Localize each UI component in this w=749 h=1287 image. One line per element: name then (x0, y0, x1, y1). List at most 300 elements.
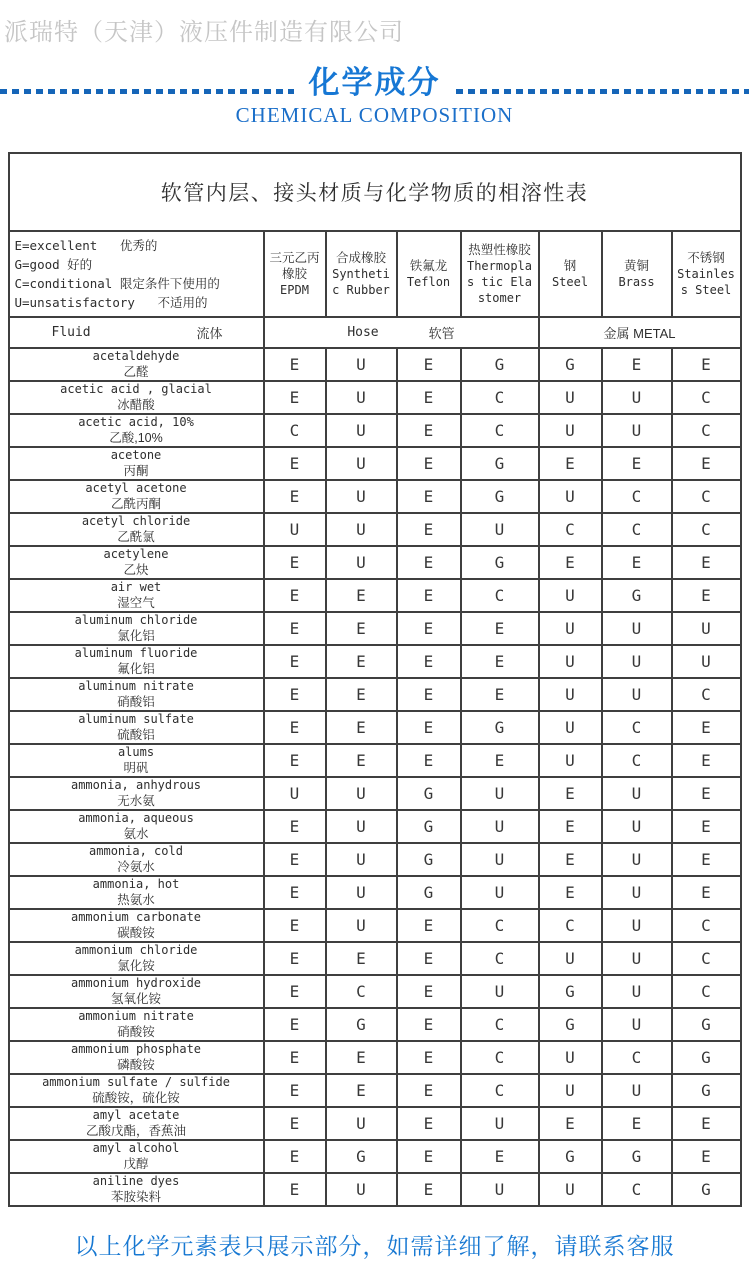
material-column-header (539, 231, 602, 317)
rating-cell: C (461, 414, 539, 447)
rating-cell: E (397, 744, 461, 777)
rating-cell: G (602, 1140, 672, 1173)
rating-cell: G (672, 1074, 741, 1107)
rating-cell: C (264, 414, 326, 447)
rating-cell: G (461, 711, 539, 744)
rating-cell: E (264, 480, 326, 513)
fluid-row (9, 942, 741, 975)
material-header-row (9, 231, 741, 317)
fluid-row (9, 348, 741, 381)
fluid-name-en: aluminum nitrate (78, 679, 194, 693)
material-name-cn: 合成橡胶 (335, 251, 386, 265)
metal-group-header (539, 317, 741, 348)
rating-cell: E (461, 744, 539, 777)
rating-cell: E (264, 1074, 326, 1107)
rating-cell: C (461, 909, 539, 942)
rating-cell: E (397, 678, 461, 711)
rating-cell: E (264, 744, 326, 777)
fluid-name-en: acetyl acetone (85, 481, 187, 495)
material-column-header (461, 231, 539, 317)
rating-cell: E (461, 612, 539, 645)
rating-cell: C (602, 480, 672, 513)
fluid-name-en: aniline dyes (92, 1174, 180, 1188)
rating-cell: E (397, 1140, 461, 1173)
rating-cell: U (602, 645, 672, 678)
fluid-name-cell (9, 447, 264, 480)
rating-cell: E (326, 612, 397, 645)
material-name-en: Brass (618, 275, 655, 289)
fluid-row (9, 1041, 741, 1074)
rating-cell: E (326, 711, 397, 744)
rating-cell: E (602, 546, 672, 579)
fluid-name-cell (9, 843, 264, 876)
fluid-name-en: aluminum chloride (74, 613, 198, 627)
fluid-name-en: aluminum sulfate (78, 712, 194, 726)
rating-cell: U (264, 513, 326, 546)
material-column-header (326, 231, 397, 317)
legend-line-conditional: C=conditional 限定条件下使用的 (14, 276, 220, 291)
rating-cell: G (461, 348, 539, 381)
rating-cell: U (539, 711, 602, 744)
rating-cell: E (397, 1074, 461, 1107)
material-name-cn: 三元乙丙橡胶 (269, 251, 320, 281)
fluid-name-cn: 硫酸铵，硫化铵 (92, 1091, 180, 1105)
rating-cell: E (672, 348, 741, 381)
footer-note: 以上化学元素表只展示部分，如需详细了解，请联系客服 (74, 1233, 675, 1259)
fluid-name-cell (9, 909, 264, 942)
fluid-row (9, 381, 741, 414)
fluid-name-cn: 乙酸戊酯，香蕉油 (85, 1124, 186, 1138)
fluid-name-cell (9, 645, 264, 678)
fluid-name-cell (9, 975, 264, 1008)
rating-cell: E (326, 1074, 397, 1107)
fluid-row (9, 909, 741, 942)
fluid-name-cell (9, 744, 264, 777)
rating-cell: E (326, 942, 397, 975)
fluid-name-en: ammonia, cold (89, 844, 183, 858)
fluid-name-cell (9, 711, 264, 744)
rating-cell: G (602, 579, 672, 612)
fluid-name-cn: 磷酸铵 (117, 1058, 155, 1072)
rating-cell: E (397, 1173, 461, 1206)
rating-cell: E (397, 1041, 461, 1074)
rating-cell: C (461, 1074, 539, 1107)
rating-cell: U (602, 843, 672, 876)
fluid-group-label-cn: 流体 (196, 326, 223, 341)
rating-cell: E (539, 777, 602, 810)
rating-cell: C (672, 480, 741, 513)
rating-cell: E (397, 975, 461, 1008)
rating-cell: U (539, 612, 602, 645)
fluid-name-en: ammonium nitrate (78, 1009, 194, 1023)
fluid-row (9, 876, 741, 909)
rating-cell: U (602, 414, 672, 447)
rating-cell: U (326, 876, 397, 909)
hose-group-header (264, 317, 539, 348)
fluid-name-cell (9, 1041, 264, 1074)
rating-cell: U (539, 678, 602, 711)
rating-cell: E (539, 876, 602, 909)
fluid-name-cell (9, 1107, 264, 1140)
rating-cell: E (264, 975, 326, 1008)
rating-cell: C (461, 381, 539, 414)
material-column-header (602, 231, 672, 317)
rating-cell: G (397, 810, 461, 843)
fluid-name-en: ammonium chloride (74, 943, 198, 957)
fluid-row (9, 711, 741, 744)
rating-cell: E (264, 942, 326, 975)
rating-cell: E (397, 579, 461, 612)
rating-cell: C (602, 1173, 672, 1206)
fluid-name-cn: 戊醇 (123, 1157, 149, 1171)
rating-cell: E (672, 843, 741, 876)
fluid-name-cell (9, 1173, 264, 1206)
fluid-row (9, 612, 741, 645)
rating-cell: C (672, 513, 741, 546)
rating-cell: C (539, 513, 602, 546)
fluid-name-cn: 乙酰丙酮 (110, 497, 161, 511)
material-name-cn: 铁氟龙 (409, 259, 448, 273)
fluid-name-en: ammonia, aqueous (78, 811, 194, 825)
rating-cell: E (461, 645, 539, 678)
rating-cell: E (264, 909, 326, 942)
fluid-name-cn: 明矾 (123, 761, 149, 775)
fluid-name-cn: 氯化铵 (117, 959, 155, 973)
fluid-name-cn: 氨水 (123, 827, 149, 841)
rating-cell: E (264, 1041, 326, 1074)
fluid-name-cn: 乙酰氯 (117, 530, 155, 544)
fluid-name-cn: 冷氨水 (117, 860, 155, 874)
rating-cell: E (264, 1107, 326, 1140)
fluid-name-cn: 碳酸铵 (117, 926, 155, 940)
fluid-name-cell (9, 381, 264, 414)
rating-cell: C (672, 909, 741, 942)
rating-cell: U (539, 744, 602, 777)
material-column-header (672, 231, 741, 317)
rating-cell: E (264, 1140, 326, 1173)
fluid-name-en: acetyl chloride (81, 514, 191, 528)
rating-cell: U (539, 1173, 602, 1206)
material-name-en: Synthetic Rubber (332, 267, 390, 297)
rating-cell: E (539, 447, 602, 480)
hose-group-label-cn: 软管 (428, 326, 455, 341)
rating-cell: C (602, 744, 672, 777)
fluid-name-cell (9, 348, 264, 381)
rating-cell: U (326, 777, 397, 810)
rating-cell: E (602, 348, 672, 381)
rating-cell: C (461, 579, 539, 612)
rating-cell: E (397, 909, 461, 942)
fluid-row (9, 1140, 741, 1173)
fluid-name-en: alums (117, 745, 155, 759)
rating-cell: E (397, 381, 461, 414)
rating-cell: E (539, 546, 602, 579)
fluid-name-en: aluminum fluoride (74, 646, 198, 660)
rating-cell: C (539, 909, 602, 942)
rating-cell: U (461, 513, 539, 546)
fluid-row (9, 744, 741, 777)
rating-cell: U (539, 579, 602, 612)
rating-cell: E (326, 678, 397, 711)
fluid-name-cn: 无水氨 (117, 794, 155, 808)
rating-cell: E (461, 678, 539, 711)
rating-cell: C (672, 942, 741, 975)
rating-cell: E (539, 810, 602, 843)
fluid-group-header-inner (10, 323, 263, 342)
fluid-row (9, 579, 741, 612)
rating-cell: E (397, 612, 461, 645)
rating-cell: E (672, 1107, 741, 1140)
rating-cell: G (397, 876, 461, 909)
fluid-name-cn: 乙炔 (123, 563, 149, 577)
rating-cell: E (264, 843, 326, 876)
fluid-name-cn: 热氨水 (117, 893, 155, 907)
rating-cell: U (602, 876, 672, 909)
rating-cell: U (539, 1041, 602, 1074)
rating-cell: U (602, 381, 672, 414)
rating-cell: G (539, 1008, 602, 1041)
rating-cell: C (461, 942, 539, 975)
fluid-name-en: ammonium hydroxide (70, 976, 202, 990)
rating-cell: E (264, 645, 326, 678)
compatibility-table (8, 152, 742, 1207)
rating-cell: G (326, 1008, 397, 1041)
rating-cell: U (326, 810, 397, 843)
fluid-row (9, 1107, 741, 1140)
fluid-name-cell (9, 810, 264, 843)
legend-line-good: G=good 好的 (14, 257, 93, 272)
rating-cell: U (672, 645, 741, 678)
rating-cell: E (672, 744, 741, 777)
rating-cell: E (264, 546, 326, 579)
rating-cell: U (602, 1074, 672, 1107)
rating-cell: E (397, 942, 461, 975)
rating-cell: U (326, 480, 397, 513)
rating-cell: E (397, 546, 461, 579)
rating-cell: E (672, 579, 741, 612)
rating-cell: U (602, 1008, 672, 1041)
rating-cell: E (326, 579, 397, 612)
rating-cell: E (397, 414, 461, 447)
rating-cell: E (602, 447, 672, 480)
rating-cell: C (672, 414, 741, 447)
material-column-header (264, 231, 326, 317)
fluid-name-cell (9, 414, 264, 447)
fluid-name-cell (9, 777, 264, 810)
rating-cell: C (602, 711, 672, 744)
rating-cell: U (326, 414, 397, 447)
material-name-cn: 黄铜 (623, 259, 649, 273)
fluid-row (9, 810, 741, 843)
fluid-name-cell (9, 678, 264, 711)
fluid-name-cn: 丙酮 (123, 464, 149, 478)
rating-cell: G (672, 1173, 741, 1206)
company-name: 派瑞特（天津）液压件制造有限公司 (4, 19, 404, 46)
rating-cell: E (539, 1107, 602, 1140)
dotted-divider-left (0, 89, 294, 94)
rating-cell: C (602, 513, 672, 546)
rating-cell: E (672, 1140, 741, 1173)
fluid-name-en: acetic acid , glacial (60, 382, 212, 396)
rating-cell: E (539, 843, 602, 876)
hose-group-header-inner (265, 323, 538, 342)
fluid-name-cell (9, 1140, 264, 1173)
rating-cell: U (264, 777, 326, 810)
fluid-name-en: ammonium carbonate (70, 910, 202, 924)
rating-cell: U (539, 645, 602, 678)
rating-cell: C (672, 678, 741, 711)
rating-cell: U (672, 612, 741, 645)
material-name-en: Steel (551, 275, 589, 289)
rating-cell: U (602, 777, 672, 810)
material-name-cn: 不锈钢 (687, 251, 725, 265)
fluid-group-header (9, 317, 264, 348)
rating-cell: G (672, 1008, 741, 1041)
fluid-name-cell (9, 1074, 264, 1107)
rating-cell: U (461, 1173, 539, 1206)
rating-cell: E (264, 348, 326, 381)
rating-cell: U (326, 381, 397, 414)
rating-cell: C (461, 1008, 539, 1041)
rating-cell: C (672, 381, 741, 414)
fluid-row (9, 645, 741, 678)
rating-cell: E (397, 480, 461, 513)
fluid-row (9, 1008, 741, 1041)
fluid-name-cn: 氢氧化铵 (110, 992, 161, 1006)
fluid-row (9, 447, 741, 480)
rating-cell: G (397, 843, 461, 876)
fluid-name-cell (9, 546, 264, 579)
fluid-name-en: acetaldehyde (92, 349, 180, 363)
rating-cell: E (672, 546, 741, 579)
rating-cell: E (397, 645, 461, 678)
rating-cell: G (326, 1140, 397, 1173)
fluid-row (9, 480, 741, 513)
hose-group-label-en: Hose (347, 325, 379, 340)
fluid-row (9, 1173, 741, 1206)
rating-cell: E (397, 711, 461, 744)
rating-cell: U (326, 348, 397, 381)
fluid-name-cell (9, 876, 264, 909)
dotted-divider-right (456, 89, 749, 94)
rating-cell: G (539, 975, 602, 1008)
rating-cell: U (602, 942, 672, 975)
rating-cell: E (264, 1008, 326, 1041)
fluid-name-cell (9, 513, 264, 546)
fluid-name-cn: 冰醋酸 (117, 398, 155, 412)
fluid-name-en: acetic acid, 10% (78, 415, 194, 429)
rating-cell: E (264, 876, 326, 909)
fluid-name-en: ammonia, anhydrous (70, 778, 202, 792)
rating-cell: U (326, 546, 397, 579)
fluid-name-cn: 湿空气 (117, 596, 155, 610)
fluid-name-cn: 硝酸铵 (117, 1025, 155, 1039)
rating-cell: E (264, 711, 326, 744)
rating-cell: U (602, 612, 672, 645)
rating-cell: U (461, 810, 539, 843)
fluid-name-cell (9, 942, 264, 975)
rating-cell: U (326, 447, 397, 480)
rating-cell: G (539, 1140, 602, 1173)
rating-cell: U (539, 480, 602, 513)
rating-cell: E (461, 1140, 539, 1173)
fluid-name-cell (9, 480, 264, 513)
rating-cell: E (672, 711, 741, 744)
rating-cell: E (264, 678, 326, 711)
page-title-cn: 化学成分 (308, 65, 441, 100)
rating-cell: E (397, 1107, 461, 1140)
metal-group-label: 金属 METAL (603, 326, 676, 341)
rating-cell: U (326, 1173, 397, 1206)
rating-cell: U (539, 942, 602, 975)
fluid-name-cell (9, 579, 264, 612)
fluid-row (9, 975, 741, 1008)
fluid-name-cn: 硫酸铝 (117, 728, 155, 742)
rating-cell: G (461, 546, 539, 579)
fluid-name-en: amyl alcohol (92, 1141, 180, 1155)
fluid-row (9, 513, 741, 546)
legend-cell (9, 231, 264, 317)
rating-cell: U (602, 678, 672, 711)
rating-cell: U (602, 810, 672, 843)
fluid-name-en: acetylene (103, 547, 169, 561)
rating-cell: U (461, 876, 539, 909)
fluid-name-cell (9, 1008, 264, 1041)
table-title-row (9, 153, 741, 231)
rating-cell: E (264, 381, 326, 414)
fluid-name-cn: 乙醛 (123, 365, 149, 379)
rating-cell: G (397, 777, 461, 810)
rating-cell: E (672, 447, 741, 480)
rating-cell: C (461, 1041, 539, 1074)
material-name-en: Thermoplas tic Elastomer (466, 259, 533, 305)
rating-cell: U (326, 513, 397, 546)
rating-cell: G (672, 1041, 741, 1074)
fluid-name-en: ammonia, hot (92, 877, 180, 891)
fluid-name-en: ammonium sulfate / sulfide (42, 1075, 230, 1089)
rating-cell: E (672, 876, 741, 909)
rating-cell: U (539, 381, 602, 414)
rating-cell: G (539, 348, 602, 381)
rating-cell: E (672, 810, 741, 843)
fluid-name-cn: 乙酸,10% (109, 431, 163, 445)
table-title: 软管内层、接头材质与化学物质的相溶性表 (9, 153, 741, 231)
rating-cell: U (326, 909, 397, 942)
rating-cell: E (264, 612, 326, 645)
fluid-table-body (9, 348, 741, 1206)
rating-cell: C (602, 1041, 672, 1074)
rating-cell: C (326, 975, 397, 1008)
rating-cell: U (461, 843, 539, 876)
material-name-cn: 热塑性橡胶 (468, 243, 531, 257)
legend-line-excellent: E=excellent 优秀的 (14, 238, 158, 253)
rating-cell: E (264, 447, 326, 480)
metal-group-header-inner (540, 323, 740, 342)
material-name-en: Teflon (406, 275, 451, 289)
rating-cell: E (397, 513, 461, 546)
fluid-row (9, 678, 741, 711)
fluid-name-cn: 苯胺染料 (110, 1190, 161, 1204)
fluid-row (9, 777, 741, 810)
material-column-header (397, 231, 461, 317)
rating-cell: U (461, 975, 539, 1008)
rating-cell: E (397, 447, 461, 480)
rating-cell: E (672, 777, 741, 810)
fluid-name-cell (9, 612, 264, 645)
fluid-row (9, 843, 741, 876)
rating-cell: U (326, 843, 397, 876)
fluid-group-label-en: Fluid (51, 325, 91, 340)
